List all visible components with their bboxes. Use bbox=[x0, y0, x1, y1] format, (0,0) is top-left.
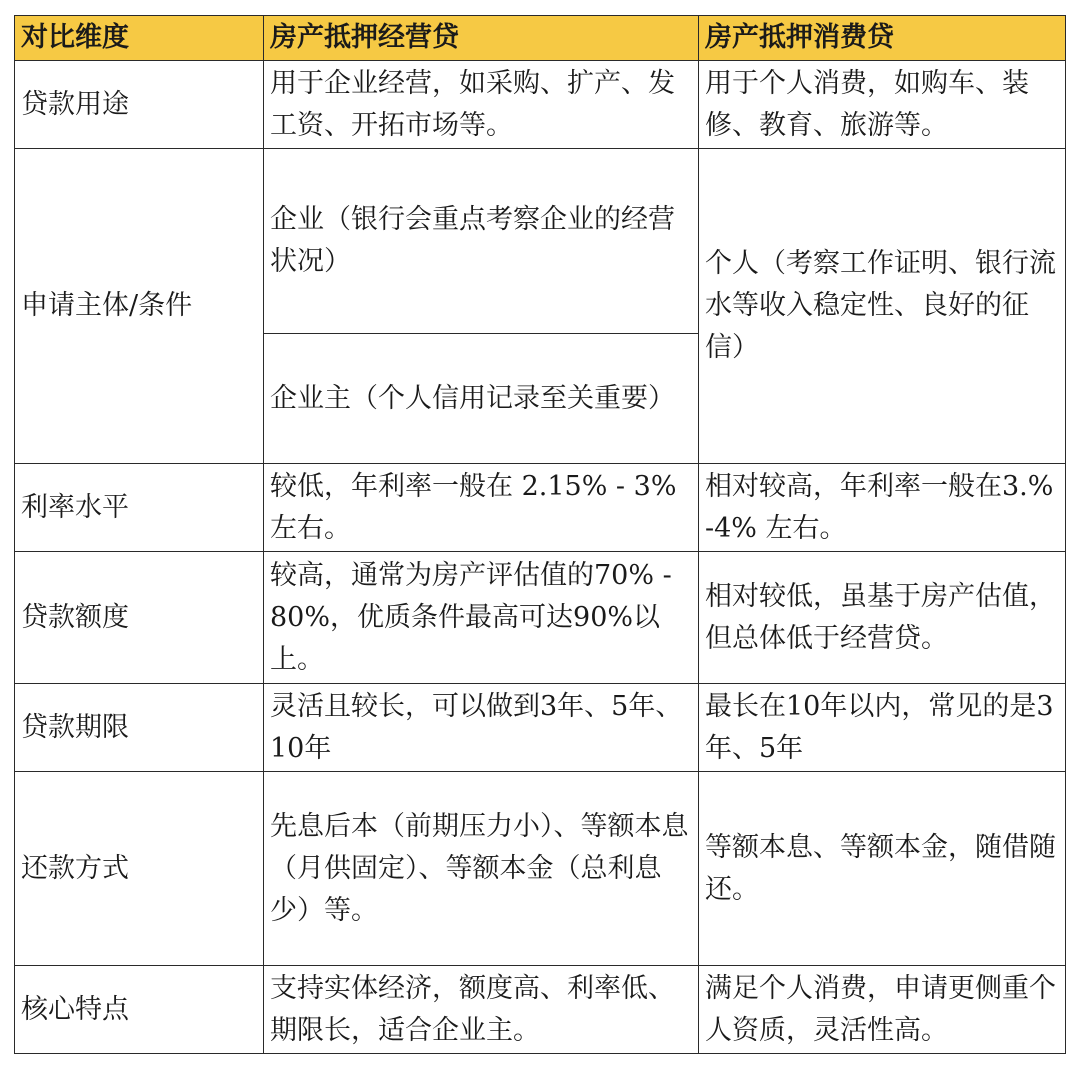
row-dimension: 核心特点 bbox=[15, 966, 264, 1054]
header-dimension: 对比维度 bbox=[15, 16, 264, 61]
row-consumer-cell: 最长在10年以内，常见的是3年、5年 bbox=[699, 684, 1066, 772]
row-consumer-cell: 相对较高，年利率一般在3.%-4% 左右。 bbox=[699, 464, 1066, 552]
table-row bbox=[15, 61, 1066, 149]
row-dimension: 贷款额度 bbox=[15, 552, 264, 684]
header-business-loan: 房产抵押经营贷 bbox=[264, 16, 699, 61]
row-dimension: 贷款用途 bbox=[15, 61, 264, 149]
comparison-table bbox=[14, 15, 1066, 1054]
row-consumer-cell: 等额本息、等额本金，随借随还。 bbox=[699, 772, 1066, 966]
row-business-cell: 用于企业经营，如采购、扩产、发工资、开拓市场等。 bbox=[264, 61, 699, 149]
row-dimension: 贷款期限 bbox=[15, 684, 264, 772]
table-row bbox=[15, 552, 1066, 684]
table-row bbox=[15, 464, 1066, 552]
row-consumer-cell: 个人（考察工作证明、银行流水等收入稳定性、良好的征信） bbox=[699, 149, 1066, 464]
row-business-cell: 较低，年利率一般在 2.15% - 3%左右。 bbox=[264, 464, 699, 552]
row-business-cell: 较高，通常为房产评估值的70% - 80%，优质条件最高可达90%以上。 bbox=[264, 552, 699, 684]
row-dimension: 申请主体/条件 bbox=[15, 149, 264, 464]
table-row bbox=[15, 149, 1066, 334]
row-business-cell: 企业（银行会重点考察企业的经营状况） bbox=[264, 149, 699, 334]
row-dimension: 还款方式 bbox=[15, 772, 264, 966]
table-row bbox=[15, 966, 1066, 1054]
row-consumer-cell: 用于个人消费，如购车、装修、教育、旅游等。 bbox=[699, 61, 1066, 149]
row-business-cell: 支持实体经济，额度高、利率低、期限长，适合企业主。 bbox=[264, 966, 699, 1054]
table-header-row bbox=[15, 16, 1066, 61]
header-consumer-loan: 房产抵押消费贷 bbox=[699, 16, 1066, 61]
row-business-cell: 企业主（个人信用记录至关重要） bbox=[264, 334, 699, 464]
row-consumer-cell: 满足个人消费，申请更侧重个人资质，灵活性高。 bbox=[699, 966, 1066, 1054]
row-dimension: 利率水平 bbox=[15, 464, 264, 552]
row-business-cell: 先息后本（前期压力小）、等额本息（月供固定）、等额本金（总利息少）等。 bbox=[264, 772, 699, 966]
row-business-cell: 灵活且较长，可以做到3年、5年、10年 bbox=[264, 684, 699, 772]
table-row bbox=[15, 684, 1066, 772]
row-consumer-cell: 相对较低，虽基于房产估值，但总体低于经营贷。 bbox=[699, 552, 1066, 684]
table-row bbox=[15, 772, 1066, 966]
